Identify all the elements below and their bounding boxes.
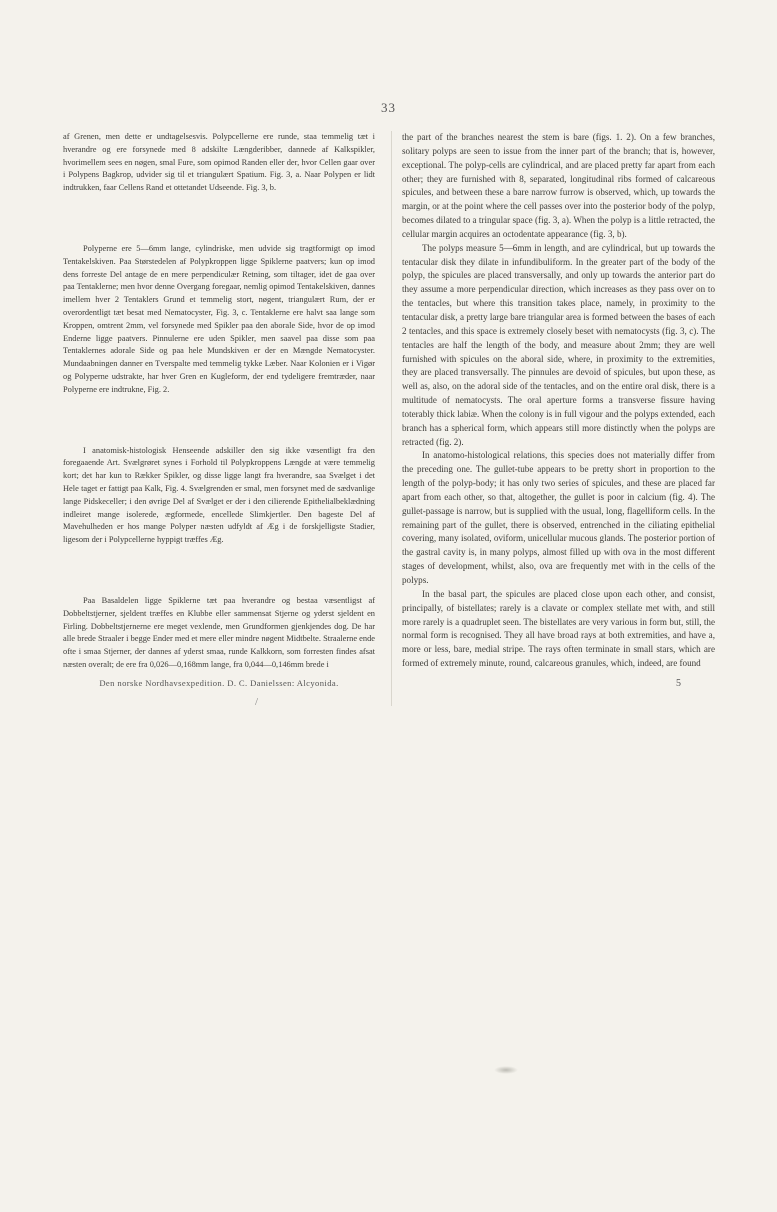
- page-number: 33: [381, 100, 396, 115]
- paragraph: In anatomo-histological relations, this species does not materially differ from the preceding one. The gullet-tube appears to be pretty short in proportion to the length of the polyp-body; it has only two series of spicules, and these are placed far apart from each other, so that, altogether, the gullet is poor in calcium (fig. 4). The gullet-passage is narrow, but is supplied with the usual, long, flagelliform cells. In the remaining part of the gullet, there is observed, entrenched in the ciliating epithelial covering, many isolated, oviform, unicellular mucous glands. The posterior portion of the gastral cavity is, in many polyps, almost filled up with ova in the most different stages of development, whilst, also, ova are frequently met with in the cells of the polyps.: [402, 450, 715, 585]
- paragraph: af Grenen, men dette er undtagelsesvis. Polypcellerne ere runde, staa temmelig tæt i hverandre og ere forsynede med 8 adskilte Længderibber, dannede af Kalkspikler, hvorimellem sees en nøgen, smal Fure, som opimod Randen eller der, hvor Cellen gaar over i Polypens Bagkrop, udvider sig til et triangulært Spatium. Fig. 3, a. Naar Polypen er lidt indtrukken, faar Cellens Rand et ottetandet Udseende. Fig. 3, b.: [63, 132, 375, 193]
- paragraph: Polyperne ere 5—6mm lange, cylindriske, men udvide sig tragtformigt op imod Tentakelskiven. Paa Størstedelen af Polypkroppen ligge Spiklerne paatvers; kun op imod dens forreste Del antage de en mere perpendiculær Retning, som tiltager, idet de gaa over paa Tentaklerne; men hvor denne Overgang foregaar, nemlig opimod Tentakelskiven, dannes imellem hver 2 Tentaklers Grund et temmelig stort, nøgent, triangulært Rum, der er overordentligt tæt besat med Nematocyster, Fig. 3, c. Tentaklerne ere halvt saa lange som Kroppen, omtrent 2mm, vel forsynede med Spikler paa den aborale Side, hvor de op imod Enderne ligge paatvers. Pinnulerne ere uden Spikler, men saavel paa disse som paa Tentaklernes adorale Side og paa hele Mundskiven er der en Mængde Nematocyster. Mundaabningen danner en Tverspalte med temmelig tykke Læber. Naar Kolonien er i Vigør og Polyperne udstrakte, har hver Gren en Kugleform, der end tydeligere fremtræder, naar Polyperne ere indtrukne, Fig. 2.: [63, 243, 375, 394]
- paragraph: the part of the branches nearest the stem is bare (figs. 1. 2). On a few branches, solitary polyps are seen to issue from the inner part of the branch; that is, however, exceptional. The polyp-cells are cylindrical, and are placed pretty far apart from each other; they are furnished with 8, separated, longitudinal ribs formed of calcareous spicules, and between these a bare narrow furrow is observed, which, up towards the margin, or at the point where the cell passes over into the posterior body of the polyp, becomes dilated to a tringular space (fig. 3, a). When the polyp is a little retracted, the cellular margin acquires an octodentate appearance (fig. 3, b).: [402, 132, 715, 239]
- paragraph: I anatomisk-histologisk Henseende adskiller den sig ikke væsentligt fra den foregaaende Art. Svælgrøret synes i Forhold til Polypkroppens Længde at være temmelig kort; det har kun to Rækker Spikler, og disse ligge langt fra hverandre, saa Svælget i det Hele taget er fattigt paa Kalk, Fig. 4. Svælgrenden er smal, men forsynet med de sædvanlige lange Pidskeceller; i den øvrige Del af Svælget er der i den cilierende Epithelialbeklædning indleiret mange isolerede, ægformede, encellede Slimkjertler. Den bageste Del af Mavehulheden er hos mange Polyper næsten udfyldt af Æg i de forskjelligste Stadier, ligesom der i Polypcellerne hyppigt træffes Æg.: [63, 445, 375, 545]
- ink-smudge: [494, 1066, 518, 1074]
- signature-mark: 5: [676, 678, 681, 689]
- running-footer: Den norske Nordhavsexpedition. D. C. Danielssen: Alcyonida.: [99, 678, 339, 688]
- paragraph: In the basal part, the spicules are placed close upon each other, and consist, principally, of bistellates; rarely is a clavate or complex stellate met with, and still more rarely is a quadruplet seen. The bistellates are very various in form but, still, the normal form is recognised. They all have broad rays at both extremities, and have a, more or less, bare, medial stripe. The rays often terminate in small stars, which are formed of extremely minute, round, calcareous granules, which, indeed, are found: [402, 588, 715, 669]
- column-divider: [391, 131, 392, 706]
- stray-mark: /: [255, 696, 259, 708]
- paragraph: The polyps measure 5—6mm in length, and are cylindrical, but up towards the tentacular disk they dilate in infundibuliform. In the greater part of the body of the polyp, the spicules are placed transversally, and only up towards the anterior part do they assume a more perpendicular direction, which increases as they pass over on to the tentacles, but where this transition takes place, namely, in proximity to the tentacular disk, a pretty large bare triangular area is formed between the bases of each 2 tentacles, and this space is extremely closely beset with nematocysts (fig. 3, c). The tentacles are half the length of the body, and measure about 2mm; they are well furnished with spicules on the aboral side, where, in proximity to the extremities, they are placed transversally. The pinnules are devoid of spicules, but upon these, as well as, also, on the adoral side of the tentacles, and on the entire oral disk, there is a multitude of nematocysts. The oral aperture forms a transverse fissure having toterably thick labiæ. When the colony is in full vigour and the polyps extended, each branch has a spherical form, which appears still more distinctly when the polyps are retracted (fig. 2).: [402, 242, 715, 447]
- paragraph: Paa Basaldelen ligge Spiklerne tæt paa hverandre og bestaa væsentligst af Dobbeltstjerner, sjeldent træffes en Klubbe eller sammensat Stjerne og yderst sjeldent en Firling. Dobbeltstjernerne ere meget vexlende, men Grundformen gjenkjendes dog. De har alle brede Straaler i begge Ender med et mere eller mindre nøgent Midtbelte. Straalerne ende ofte i smaa Stjerner, der dannes af yderst smaa, runde Kalkkorn, som forresten findes afsat næsten overalt; de ere fra 0,026—0,168mm lange, fra 0,044—0,146mm brede i: [63, 595, 375, 669]
- english-column: [402, 131, 715, 671]
- danish-column: [63, 131, 375, 672]
